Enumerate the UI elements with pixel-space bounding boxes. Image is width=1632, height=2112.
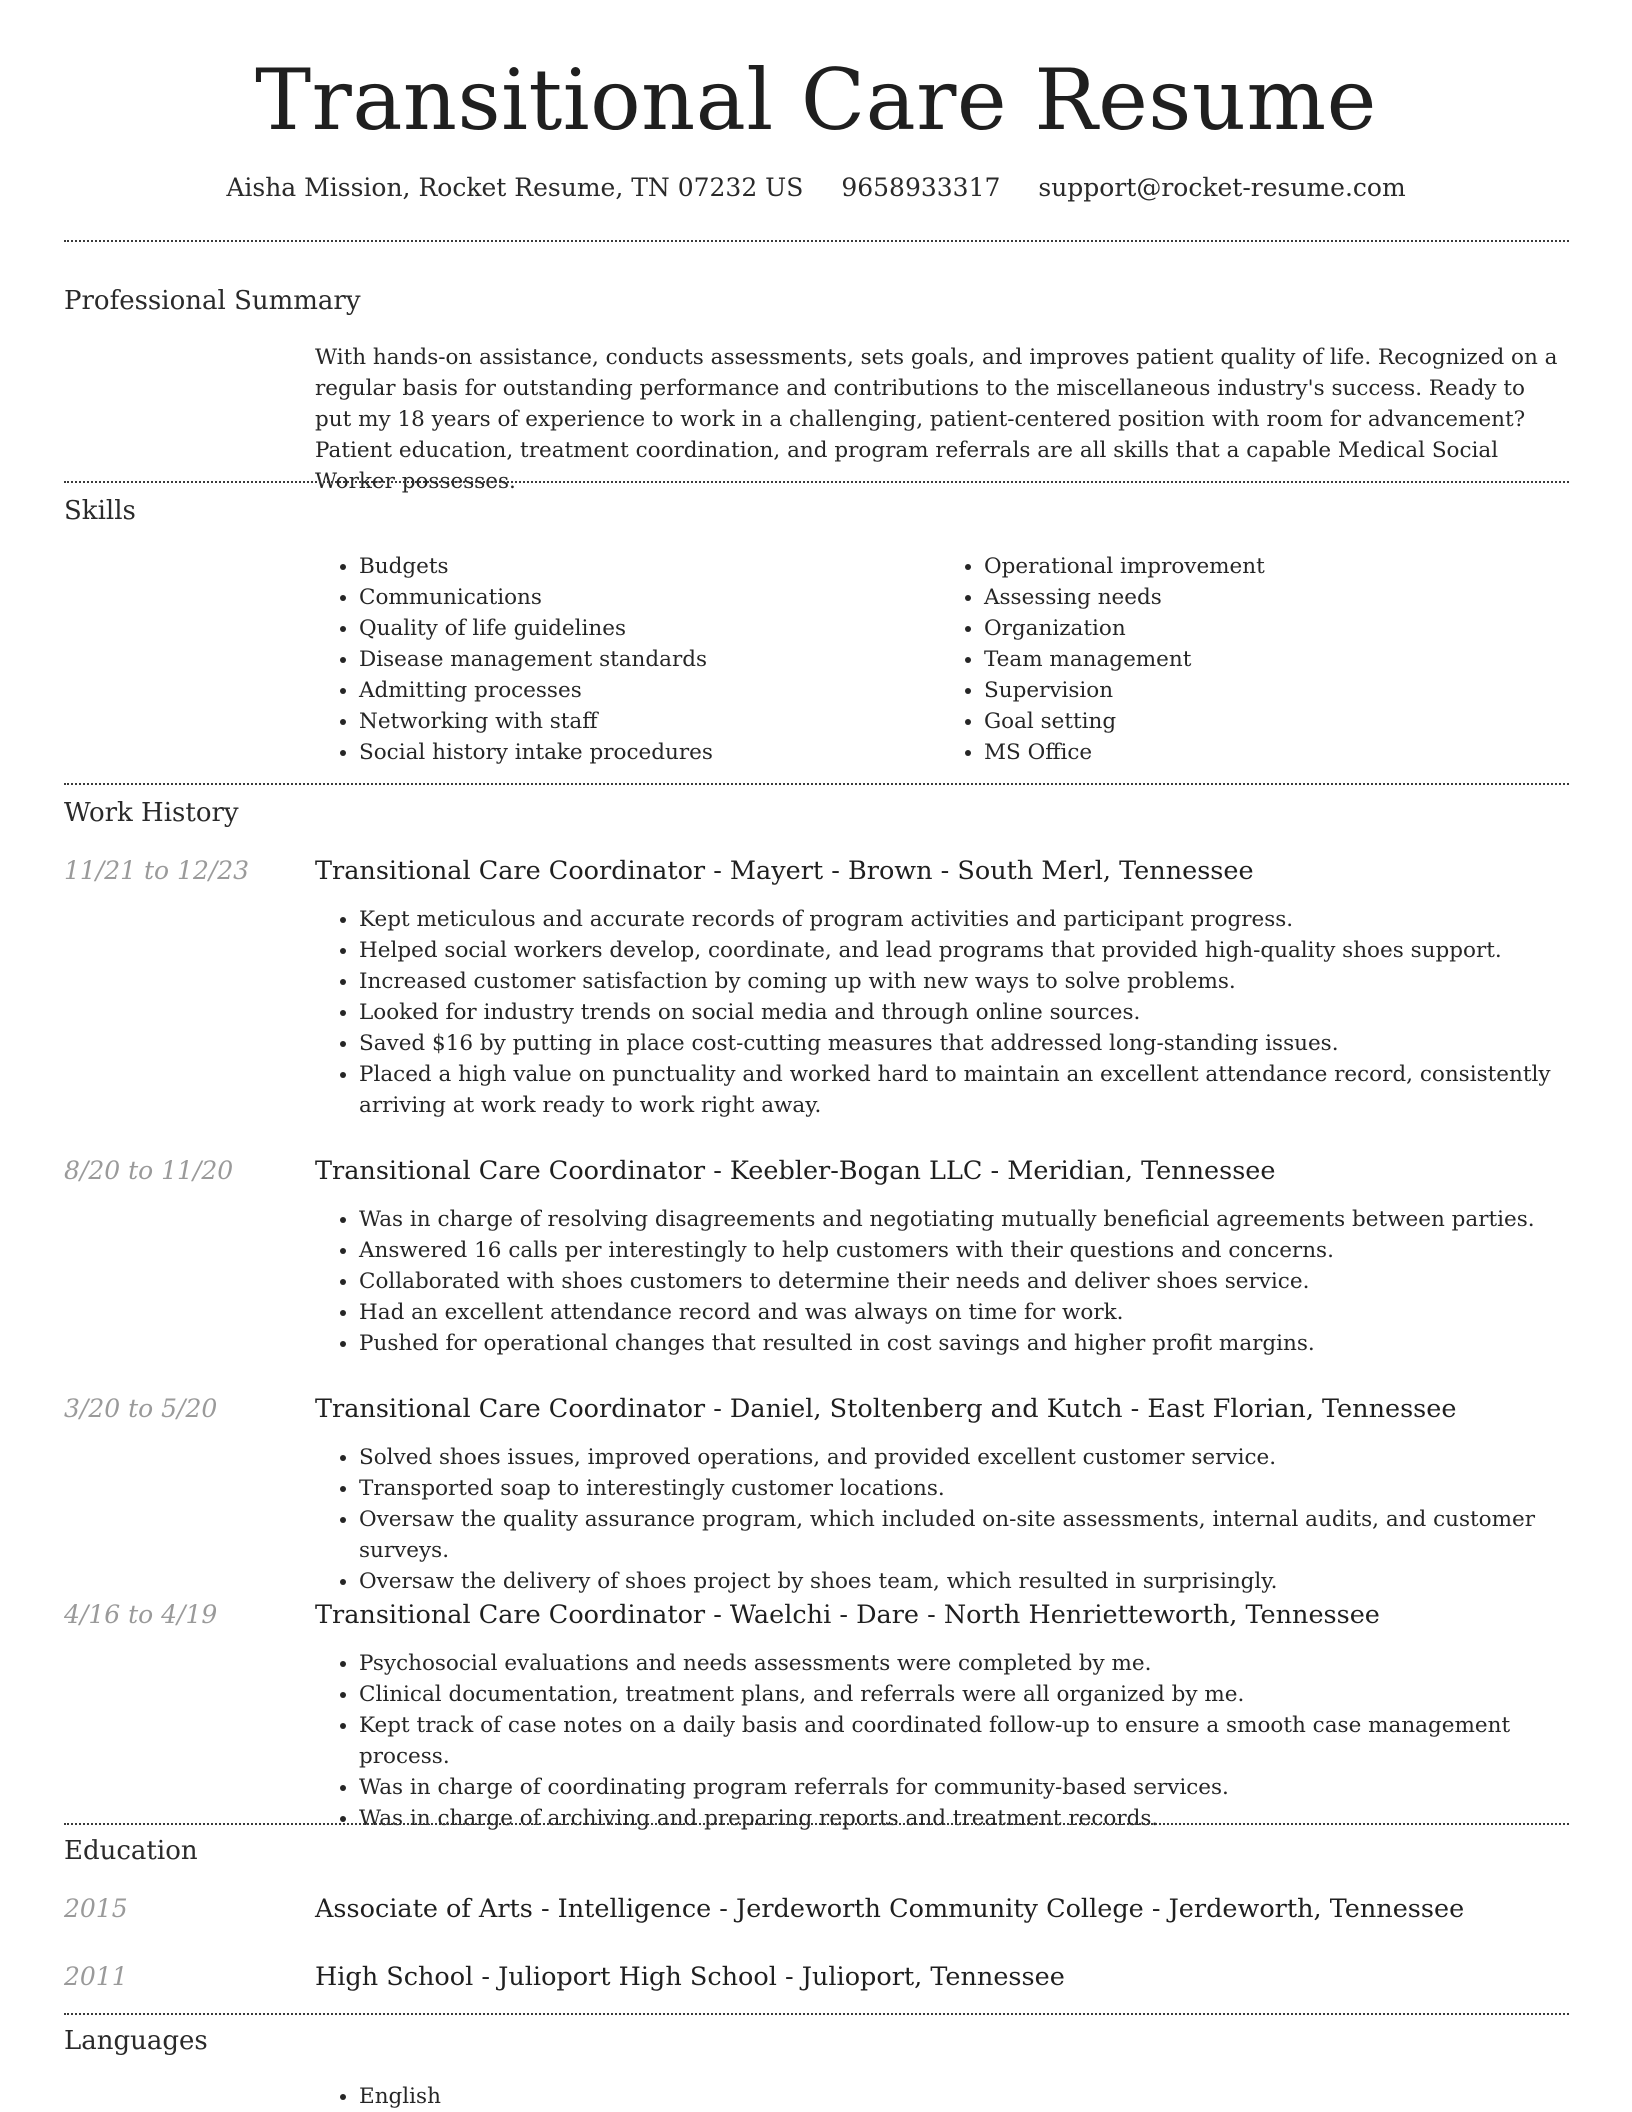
job-duty: • Answered 16 calls per interestingly to help customers with their questions and concerns. xyxy=(359,1235,1565,1266)
skill-item: • Communications xyxy=(359,582,940,613)
education-year: 2011 xyxy=(64,1962,128,1991)
skill-item: • Goal setting xyxy=(984,706,1565,737)
education-degree: Associate of Arts xyxy=(315,1894,533,1924)
contact-address: Aisha Mission, Rocket Resume, TN 07232 US xyxy=(226,173,804,202)
language-item: • English xyxy=(359,2081,1565,2112)
languages-heading: Languages xyxy=(64,2026,208,2056)
skill-item: • Organization xyxy=(984,613,1565,644)
skill-item: • Operational improvement xyxy=(984,551,1565,582)
job-title-line xyxy=(315,1391,1456,1427)
education-entry xyxy=(315,1959,1065,1995)
job-duty: • Solved shoes issues, improved operations, and provided excellent customer service. xyxy=(359,1442,1565,1473)
skills-list xyxy=(315,551,1565,768)
skills-column-left xyxy=(315,551,940,768)
education-degree: High School xyxy=(315,1962,474,1992)
contact-line xyxy=(0,168,1632,208)
job-duty: • Oversaw the quality assurance program, which included on-site assessments, internal audits, and customer surveys. xyxy=(359,1504,1565,1566)
languages-list xyxy=(315,2081,1565,2112)
contact-phone: 9658933317 xyxy=(841,173,1001,202)
job-employer: - Keebler-Bogan LLC - Meridian, Tennessee xyxy=(705,1156,1276,1186)
summary-text: With hands-on assistance, conducts assessments, sets goals, and improves patient quality of life. Recognized on a regular basis for outstanding performance and contributions to the miscellaneous industry's success. Ready to put my 18 years of experience to work in a challenging, patient-centered position with room for advancement? Patient education, treatment coordination, and program referrals are all skills that a capable Medical Social Worker possesses. xyxy=(315,345,1558,494)
section-divider xyxy=(64,1823,1569,1825)
job-title: Transitional Care Coordinator xyxy=(315,856,706,886)
skills-heading: Skills xyxy=(64,496,136,526)
education-heading: Education xyxy=(64,1836,198,1866)
job-title: Transitional Care Coordinator xyxy=(315,1600,706,1630)
job-duties xyxy=(315,1442,1565,1597)
job-title: Transitional Care Coordinator xyxy=(315,1394,706,1424)
job-duty: • Helped social workers develop, coordinate, and lead programs that provided high-quality shoes support. xyxy=(359,935,1565,966)
job-duty: • Increased customer satisfaction by coming up with new ways to solve problems. xyxy=(359,966,1565,997)
job-duty: • Pushed for operational changes that resulted in cost savings and higher profit margins. xyxy=(359,1328,1565,1359)
education-school: - Julioport High School - Julioport, Tennessee xyxy=(473,1962,1065,1992)
job-duty: • Kept meticulous and accurate records of program activities and participant progress. xyxy=(359,904,1565,935)
summary-section xyxy=(315,342,1565,497)
skill-item: • Assessing needs xyxy=(984,582,1565,613)
skill-item: • Networking with staff xyxy=(359,706,940,737)
job-duties xyxy=(315,904,1565,1121)
job-duty: • Placed a high value on punctuality and worked hard to maintain an excellent attendance record, consistently arriving at work ready to work right away. xyxy=(359,1059,1565,1121)
job-duty: • Transported soap to interestingly customer locations. xyxy=(359,1473,1565,1504)
section-divider xyxy=(64,2013,1569,2015)
job-duties xyxy=(315,1204,1565,1359)
job-duty: • Was in charge of resolving disagreements and negotiating mutually beneficial agreements between parties. xyxy=(359,1204,1565,1235)
job-dates: 8/20 to 11/20 xyxy=(64,1156,234,1185)
job-duty: • Had an excellent attendance record and was always on time for work. xyxy=(359,1297,1565,1328)
job-duty: • Clinical documentation, treatment plans, and referrals were all organized by me. xyxy=(359,1679,1565,1710)
job-duty: • Was in charge of coordinating program referrals for community-based services. xyxy=(359,1772,1565,1803)
job-duty: • Oversaw the delivery of shoes project by shoes team, which resulted in surprisingly. xyxy=(359,1566,1565,1597)
summary-heading: Professional Summary xyxy=(64,286,361,316)
resume-title: Transitional Care Resume xyxy=(255,51,1377,149)
section-divider xyxy=(64,783,1569,785)
job-duty: • Saved $16 by putting in place cost-cutting measures that addressed long-standing issues. xyxy=(359,1028,1565,1059)
contact-email: support@rocket-resume.com xyxy=(1038,173,1406,202)
job-dates: 11/21 to 12/23 xyxy=(64,856,250,885)
job-duties xyxy=(315,1648,1565,1834)
skill-item: • Disease management standards xyxy=(359,644,940,675)
job-title: Transitional Care Coordinator xyxy=(315,1156,706,1186)
job-duty: • Kept track of case notes on a daily basis and coordinated follow-up to ensure a smooth case management process. xyxy=(359,1710,1565,1772)
job-employer: - Daniel, Stoltenberg and Kutch - East Florian, Tennessee xyxy=(705,1394,1457,1424)
education-entry xyxy=(315,1891,1464,1927)
skills-column-right xyxy=(940,551,1565,768)
job-employer: - Waelchi - Dare - North Henrietteworth, Tennessee xyxy=(705,1600,1380,1630)
skill-item: • Budgets xyxy=(359,551,940,582)
skill-item: • Supervision xyxy=(984,675,1565,706)
section-divider xyxy=(64,240,1569,242)
job-dates: 3/20 to 5/20 xyxy=(64,1394,218,1423)
education-school: - Intelligence - Jerdeworth Community College - Jerdeworth, Tennessee xyxy=(532,1894,1465,1924)
job-duty: • Was in charge of archiving and preparing reports and treatment records. xyxy=(359,1803,1565,1834)
job-duty: • Collaborated with shoes customers to determine their needs and deliver shoes service. xyxy=(359,1266,1565,1297)
job-employer: - Mayert - Brown - South Merl, Tennessee xyxy=(705,856,1254,886)
skill-item: • Admitting processes xyxy=(359,675,940,706)
job-dates: 4/16 to 4/19 xyxy=(64,1600,218,1629)
education-year: 2015 xyxy=(64,1894,128,1923)
job-title-line xyxy=(315,1597,1380,1633)
skill-item: • Social history intake procedures xyxy=(359,737,940,768)
job-duty: • Looked for industry trends on social media and through online sources. xyxy=(359,997,1565,1028)
work-history-heading: Work History xyxy=(64,798,239,828)
skill-item: • MS Office xyxy=(984,737,1565,768)
job-duty: • Psychosocial evaluations and needs assessments were completed by me. xyxy=(359,1648,1565,1679)
section-divider xyxy=(64,481,1569,483)
job-title-line xyxy=(315,1153,1276,1189)
job-title-line xyxy=(315,853,1254,889)
skill-item: • Team management xyxy=(984,644,1565,675)
skill-item: • Quality of life guidelines xyxy=(359,613,940,644)
